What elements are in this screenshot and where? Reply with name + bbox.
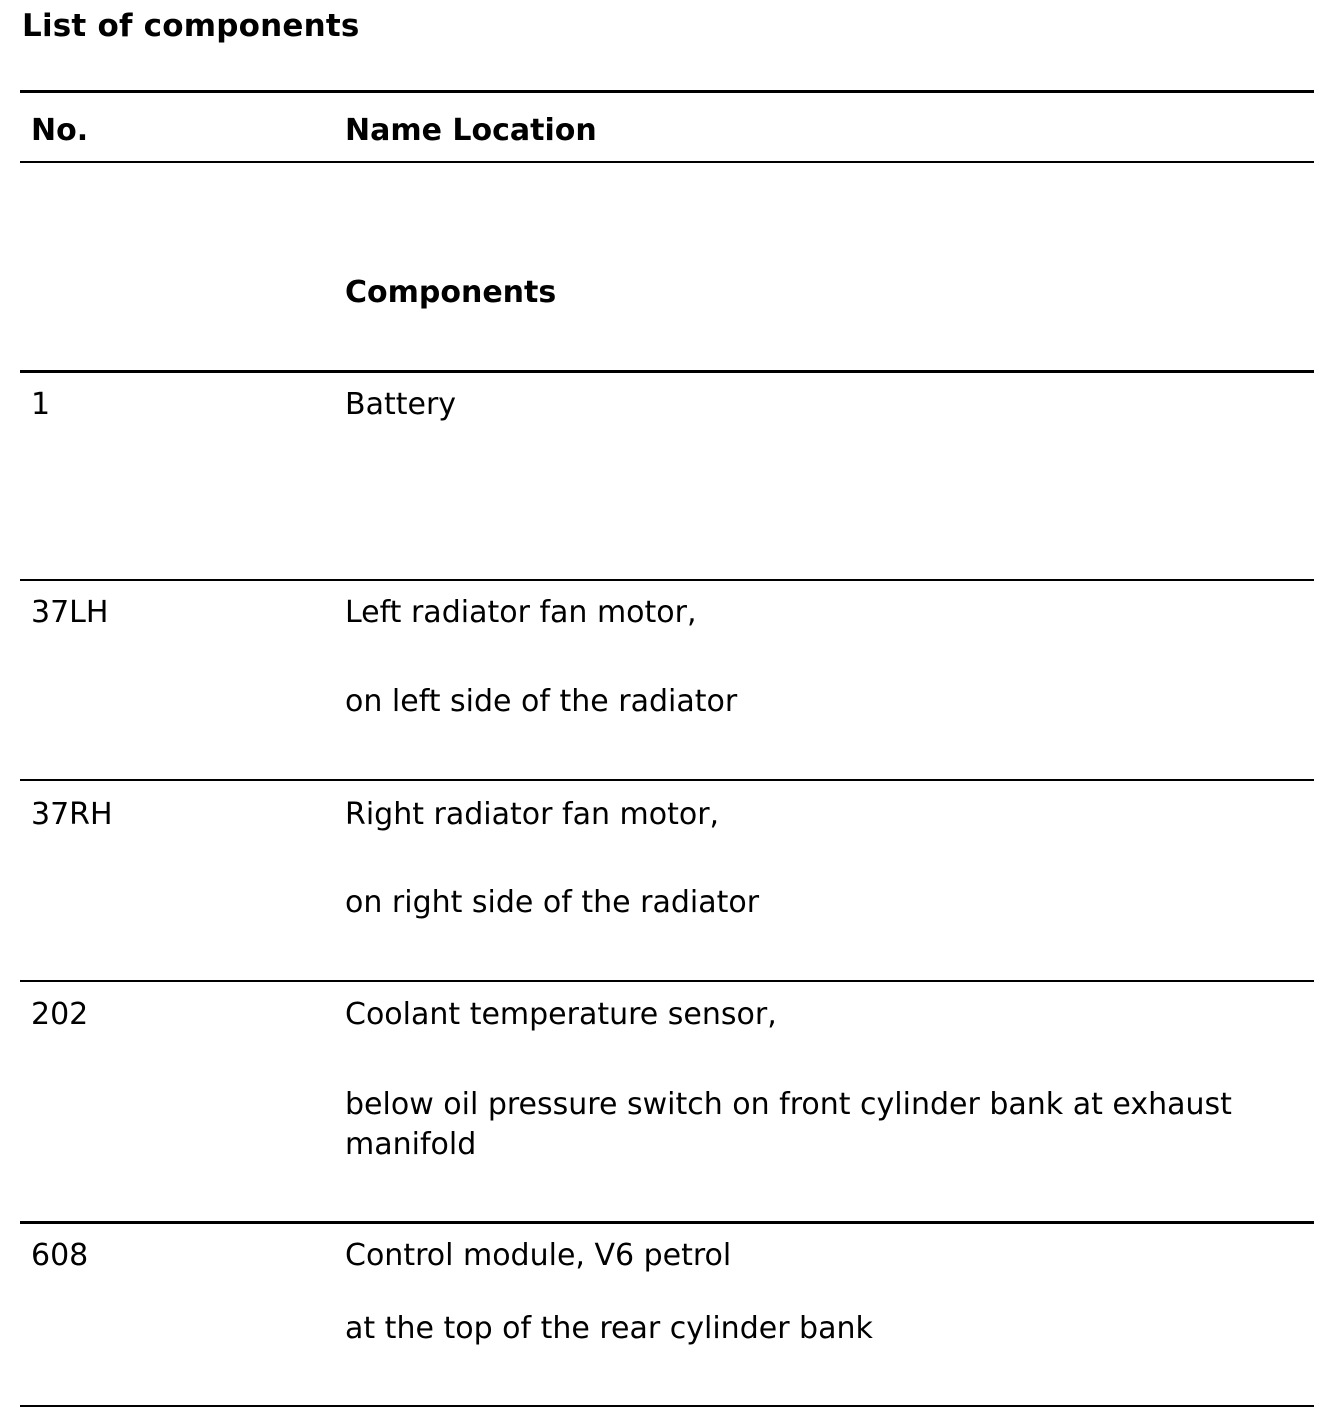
row-2-name: Left radiator fan motor,	[345, 595, 697, 630]
row-divider	[20, 779, 1314, 781]
row-divider	[20, 980, 1314, 982]
row-2-location: on left side of the radiator	[345, 684, 738, 719]
row-divider	[20, 579, 1314, 581]
row-1-number: 1	[31, 387, 51, 422]
column-header-name-location: Name Location	[345, 113, 597, 148]
row-5-location: at the top of the rear cylinder bank	[345, 1311, 873, 1346]
header-bottom-rule	[20, 161, 1314, 163]
section-rule	[20, 370, 1314, 373]
row-3-name: Right radiator fan motor,	[345, 797, 720, 832]
section-heading: Components	[345, 275, 557, 310]
row-2-number: 37LH	[31, 595, 109, 630]
row-3-number: 37RH	[31, 797, 113, 832]
row-4-location: below oil pressure switch on front cylinder bank at exhaust manifold	[345, 1087, 1232, 1162]
document-title: List of components	[22, 8, 360, 44]
table-bottom-rule	[20, 1405, 1314, 1407]
column-header-no: No.	[31, 113, 89, 148]
table-top-rule	[20, 90, 1314, 93]
row-1-name: Battery	[345, 387, 457, 422]
row-4-name: Coolant temperature sensor,	[345, 997, 777, 1032]
row-5-number: 608	[31, 1238, 89, 1273]
row-4-number: 202	[31, 997, 89, 1032]
row-divider	[20, 1221, 1314, 1224]
row-3-location: on right side of the radiator	[345, 885, 760, 920]
row-5-name: Control module, V6 petrol	[345, 1238, 732, 1273]
